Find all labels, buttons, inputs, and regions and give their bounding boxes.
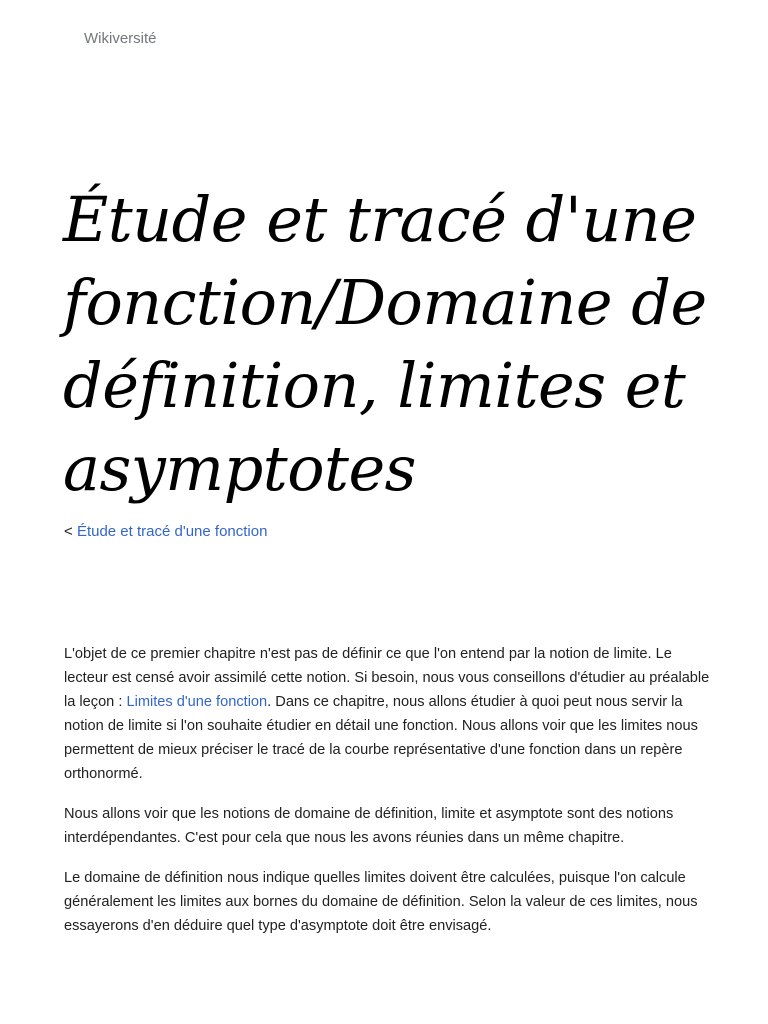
site-name[interactable]: Wikiversité <box>84 30 157 47</box>
page-title: Étude et tracé d'une fonction/Domaine de définition, limites et asymptotes <box>63 183 707 505</box>
paragraph-domaine: Le domaine de définition nous indique quelles limites doivent être calculées, puisque l'on calcule généralement les limites aux bornes du domaine de définition. Selon la valeur de ces limites, nous essayerons d'en déduire quel type d'asymptote doit être envisagé. <box>64 870 698 934</box>
breadcrumb <box>64 522 267 542</box>
limites-fonction-link[interactable]: Limites d'une fonction <box>126 694 268 710</box>
paragraph-intro-text-2: . Dans ce chapitre, nous allons étudier à quoi peut nous servir la notion de limite si l'on souhaite étudier en détail une fonction. Nous allons voir que les limites nous permettent de mieux préciser le tracé de la courbe représentative d'une fonction dans un repère orthonormé. <box>64 694 698 782</box>
breadcrumb-parent-link[interactable]: Étude et tracé d'une fonction <box>76 523 268 540</box>
breadcrumb-prefix: < <box>64 523 77 540</box>
paragraph-intro <box>64 642 712 786</box>
paragraph-intro-text-1: L'objet de ce premier chapitre n'est pas de définir ce que l'on entend par la notion de limite. Le lecteur est censé avoir assimilé cette notion. Si besoin, nous vous conseillons d'étudier au préalable la leçon : <box>64 646 710 710</box>
article-content <box>64 642 712 954</box>
paragraph-notions: Nous allons voir que les notions de domaine de définition, limite et asymptote sont des notions interdépendantes. C'est pour cela que nous les avons réunies dans un même chapitre. <box>64 806 674 846</box>
